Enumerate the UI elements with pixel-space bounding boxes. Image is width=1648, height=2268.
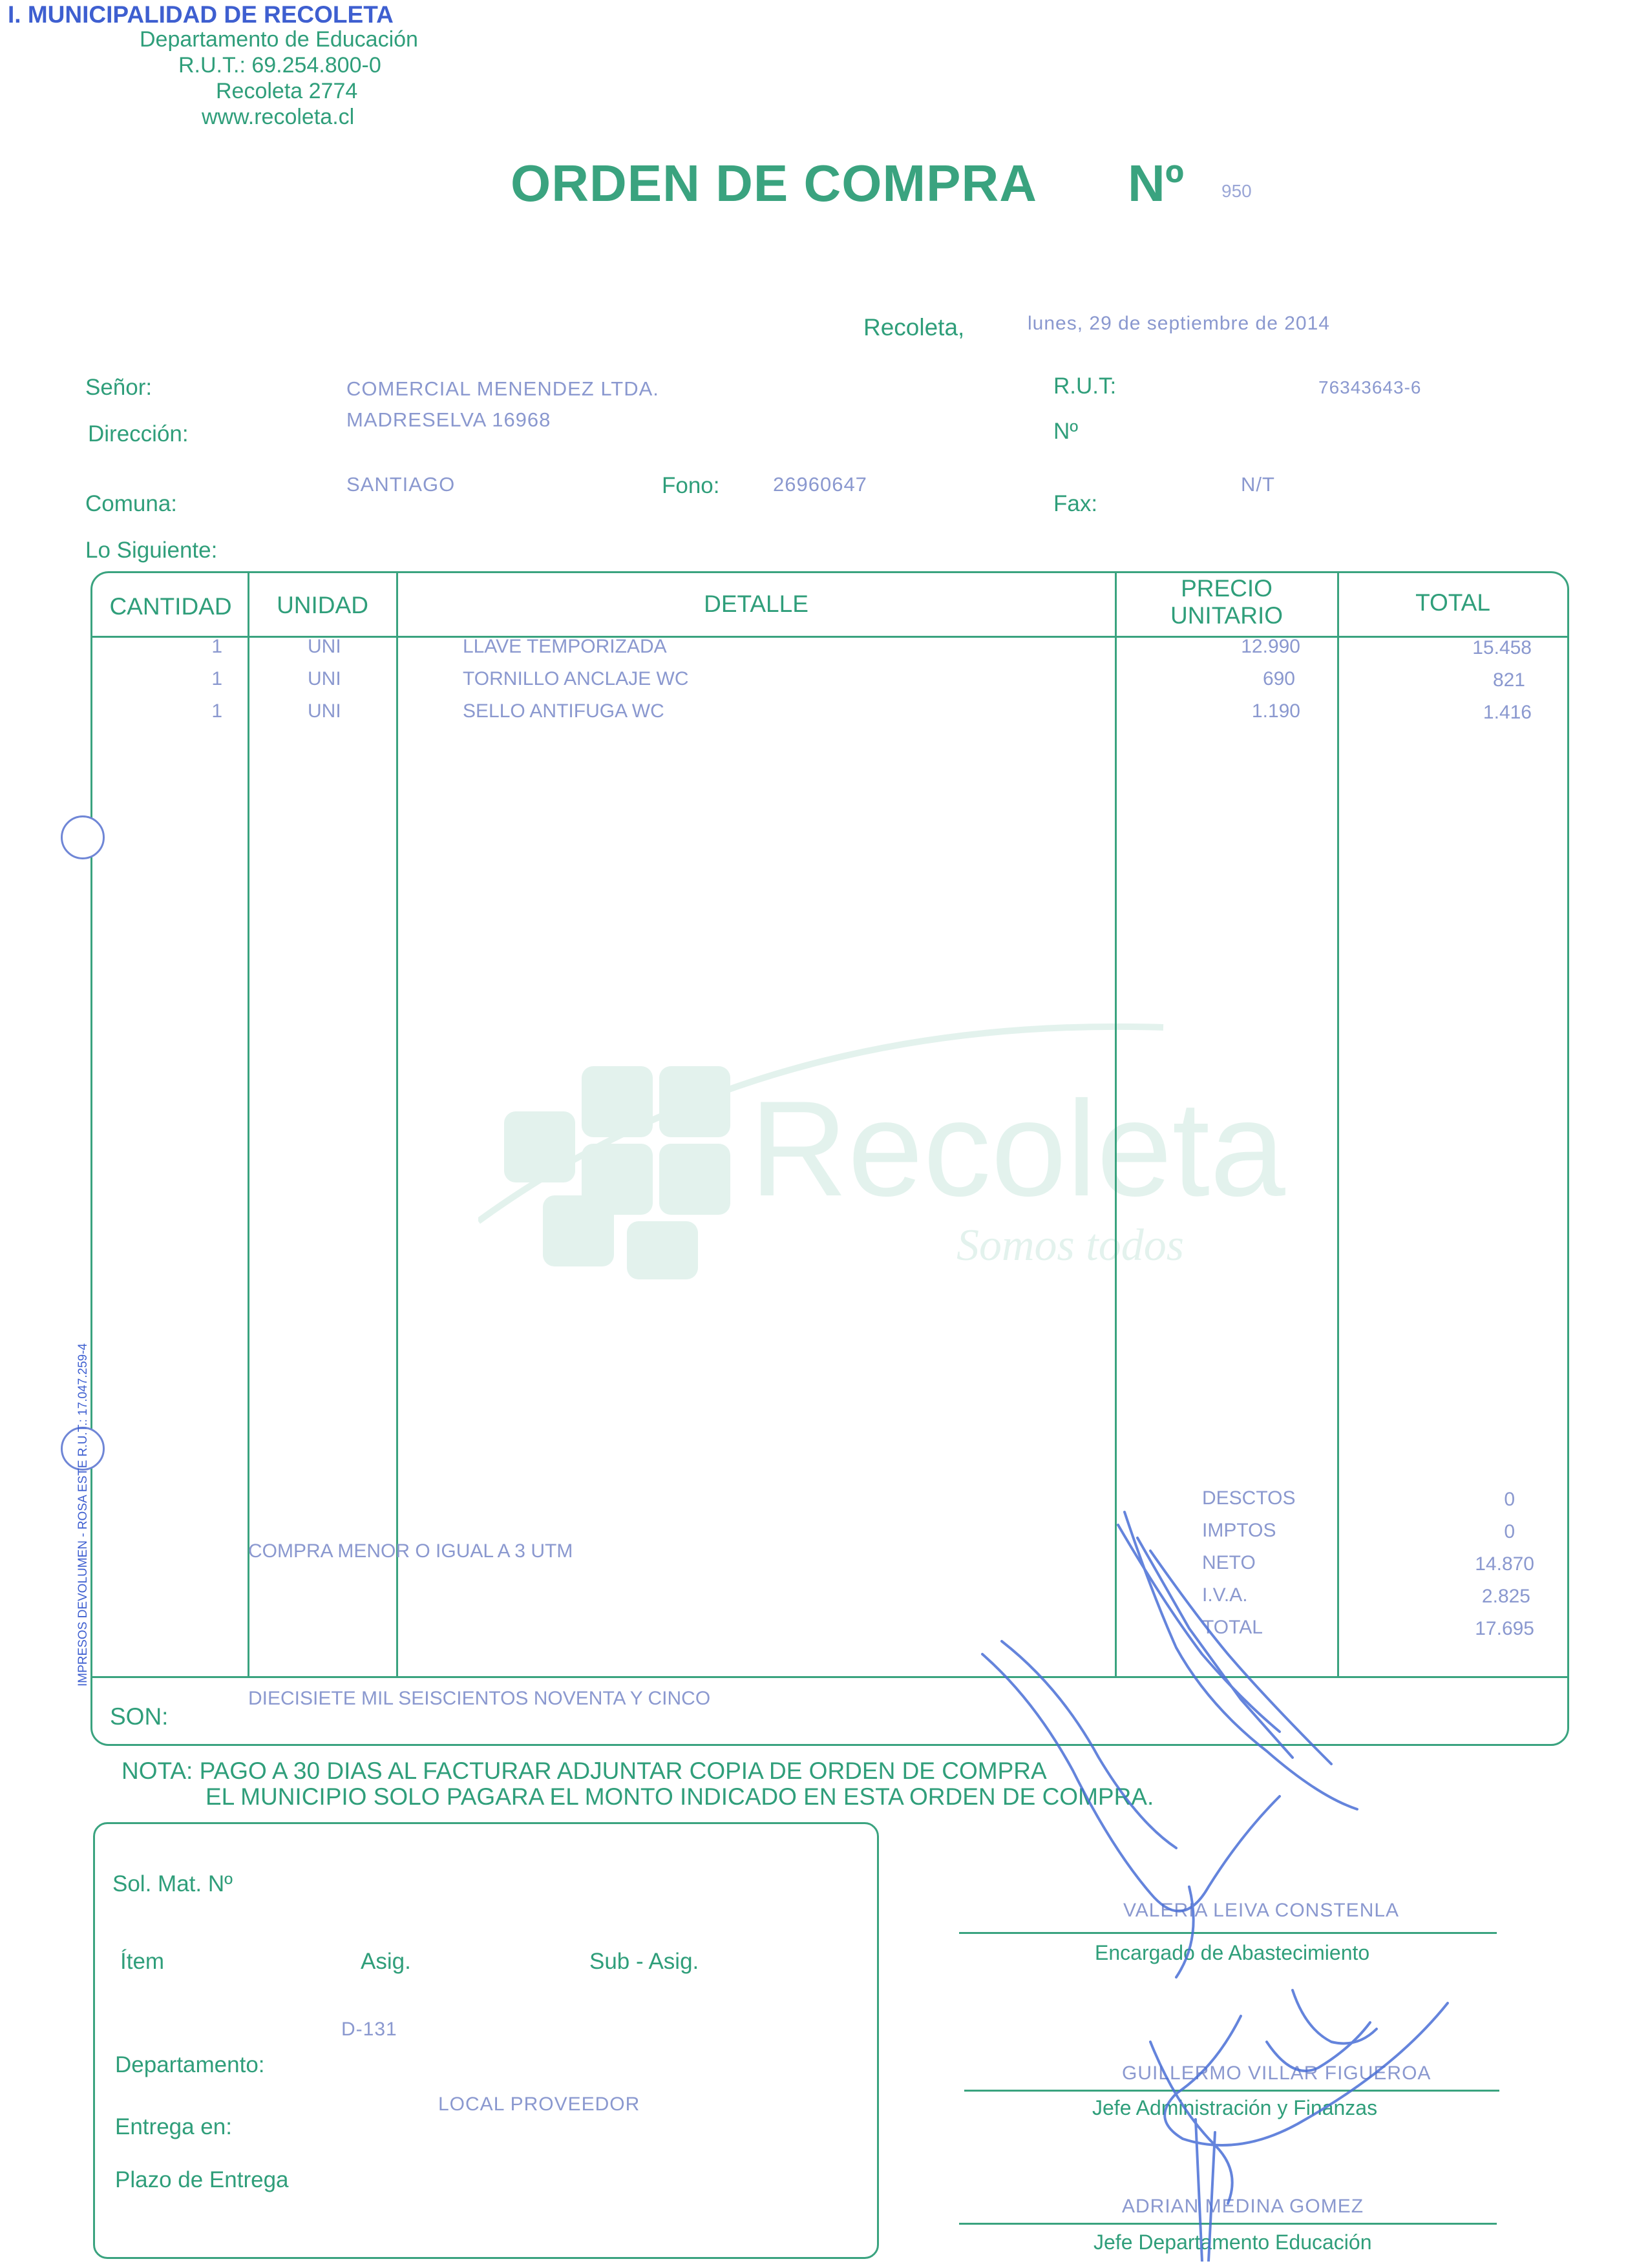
watermark-text: Recoleta	[750, 1073, 1285, 1224]
header-unitario: UNITARIO	[1170, 602, 1284, 629]
nota-line-1: NOTA: PAGO A 30 DIAS AL FACTURAR ADJUNTAR COPIA DE ORDEN DE COMPRA	[121, 1758, 1047, 1784]
document-title: ORDEN DE COMPRA	[511, 154, 1038, 212]
entrega-value: LOCAL PROVEEDOR	[438, 2094, 640, 2115]
place-label: Recoleta,	[863, 314, 965, 341]
row-cantidad: 1	[211, 636, 222, 657]
signatory-role: Encargado de Abastecimiento	[1095, 1941, 1370, 1964]
nota-line-2: EL MUNICIPIO SOLO PAGARA EL MONTO INDICADO EN ESTA ORDEN DE COMPRA.	[206, 1783, 1154, 1810]
direccion-value: MADRESELVA 16968	[346, 408, 551, 431]
senor-value: COMERCIAL MENENDEZ LTDA.	[346, 377, 659, 400]
asig-label: Asig.	[361, 1949, 411, 1974]
signatory-name: VALERIA LEIVA CONSTENLA	[1123, 1900, 1400, 1921]
departamento-label: Departamento:	[115, 2052, 265, 2077]
signatory-role: Jefe Administración y Finanzas	[1092, 2096, 1378, 2119]
item-label: Ítem	[120, 1949, 165, 1974]
watermark-tagline: Somos todos	[956, 1221, 1184, 1270]
handwritten-signature	[905, 1486, 1486, 2262]
row-cantidad: 1	[211, 700, 222, 722]
header-total: TOTAL	[1415, 589, 1490, 616]
summary-label: NETO	[1202, 1552, 1256, 1573]
rut-label: R.U.T:	[1053, 373, 1117, 399]
summary-value: 0	[1504, 1521, 1515, 1542]
sub-asig-label: Sub - Asig.	[589, 1949, 699, 1974]
signatory-name: ADRIAN MEDINA GOMEZ	[1122, 2196, 1364, 2217]
fono-label: Fono:	[662, 473, 720, 498]
row-unidad: UNI	[308, 668, 341, 689]
header-precio: PRECIO	[1181, 575, 1273, 602]
rut-value: 76343643-6	[1318, 377, 1422, 397]
direccion-label: Dirección:	[88, 421, 189, 446]
summary-value: 17.695	[1475, 1618, 1534, 1639]
summary-value: 14.870	[1475, 1553, 1534, 1575]
comuna-value: SANTIAGO	[346, 473, 456, 496]
numero-label: Nº	[1053, 419, 1079, 444]
row-precio: 690	[1262, 668, 1295, 689]
signatory-role: Jefe Departamento Educación	[1093, 2231, 1372, 2254]
row-unidad: UNI	[308, 636, 341, 657]
header-address: Recoleta 2774	[216, 79, 358, 103]
row-total: 1.416	[1483, 702, 1532, 723]
row-precio: 12.990	[1241, 636, 1300, 657]
punch-hole	[61, 815, 105, 859]
plazo-label: Plazo de Entrega	[115, 2167, 289, 2192]
header-detalle: DETALLE	[704, 591, 808, 617]
summary-label: I.V.A.	[1202, 1584, 1248, 1606]
son-amount-words: DIECISIETE MIL SEISCIENTOS NOVENTA Y CINCO	[248, 1688, 711, 1709]
lo-siguiente-label: Lo Siguiente:	[85, 538, 218, 563]
row-precio: 1.190	[1251, 700, 1300, 722]
order-number: 950	[1221, 181, 1252, 201]
municipality-name: I. MUNICIPALIDAD DE RECOLETA	[8, 1, 394, 28]
header-unidad: UNIDAD	[277, 592, 368, 618]
summary-value: 0	[1504, 1489, 1515, 1510]
entrega-label: Entrega en:	[115, 2114, 232, 2139]
sol-mat-label: Sol. Mat. Nº	[112, 1871, 233, 1896]
row-cantidad: 1	[211, 668, 222, 689]
asig-code: D-131	[341, 2019, 397, 2040]
summary-label: DESCTOS	[1202, 1487, 1296, 1509]
row-detalle: SELLO ANTIFUGA WC	[463, 700, 664, 722]
department-name: Departamento de Educación	[140, 27, 418, 52]
order-date: lunes, 29 de septiembre de 2014	[1028, 313, 1330, 334]
fax-label: Fax:	[1053, 491, 1098, 516]
son-label: SON:	[110, 1703, 169, 1730]
summary-label: IMPTOS	[1202, 1520, 1276, 1541]
summary-label: TOTAL	[1202, 1617, 1263, 1638]
row-detalle: TORNILLO ANCLAJE WC	[463, 668, 689, 689]
col-divider	[396, 572, 398, 1677]
printer-imprint: IMPRESOS DEVOLUMEN - ROSA ESTE R.U.T.: 17.047.259-4	[76, 1343, 90, 1686]
row-total: 15.458	[1472, 637, 1532, 658]
compra-note: COMPRA MENOR O IGUAL A 3 UTM	[248, 1540, 573, 1562]
col-divider	[248, 572, 249, 1677]
recoleta-watermark-logo	[478, 1008, 1331, 1292]
summary-value: 2.825	[1481, 1586, 1530, 1607]
header-website: www.recoleta.cl	[202, 105, 355, 129]
fono-value: 26960647	[773, 473, 867, 496]
senor-label: Señor:	[85, 375, 153, 400]
header-rut: R.U.T.: 69.254.800-0	[178, 53, 381, 78]
comuna-label: Comuna:	[85, 491, 178, 516]
row-total: 821	[1492, 669, 1525, 691]
header-cantidad: CANTIDAD	[109, 593, 232, 620]
signatory-name: GUILLERMO VILLAR FIGUEROA	[1122, 2063, 1431, 2084]
order-number-label: Nº	[1128, 154, 1184, 212]
row-detalle: LLAVE TEMPORIZADA	[463, 636, 667, 657]
row-unidad: UNI	[308, 700, 341, 722]
fax-value: N/T	[1241, 473, 1275, 496]
